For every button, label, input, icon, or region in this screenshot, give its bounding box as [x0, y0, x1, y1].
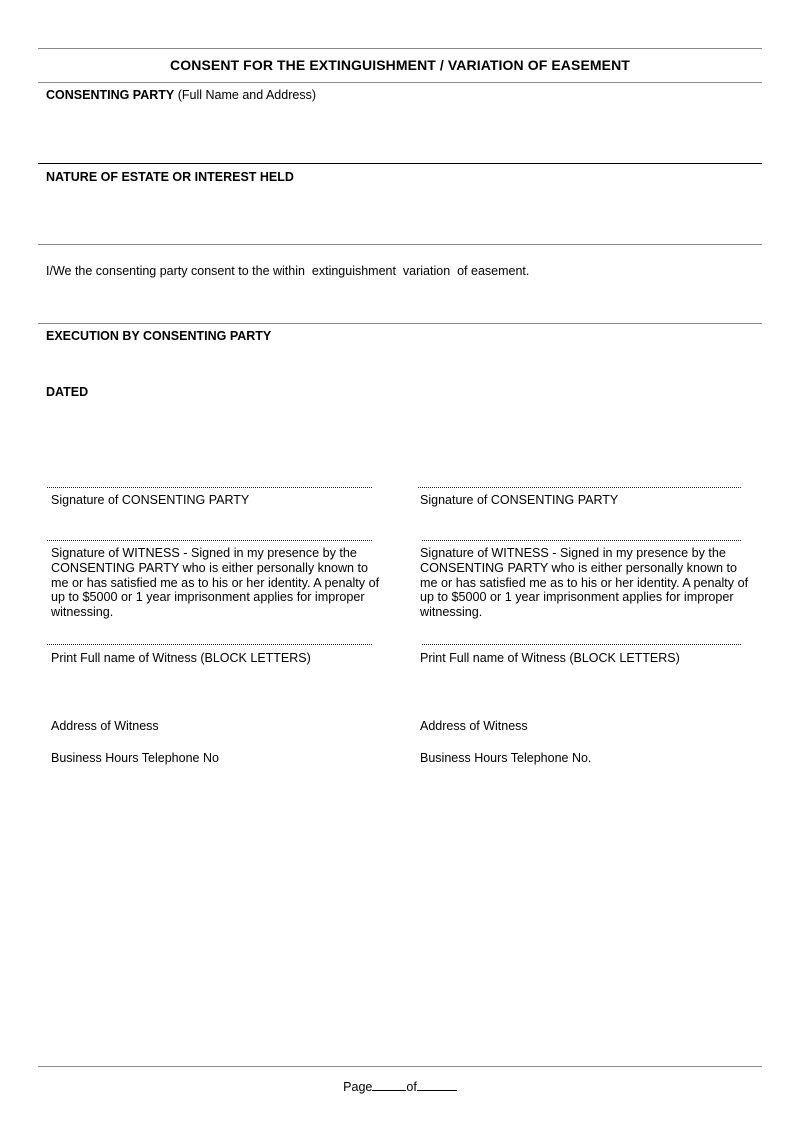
- consenting-party-signature-line[interactable]: [418, 487, 741, 488]
- witness-name-label: Print Full name of Witness (BLOCK LETTERS): [51, 651, 311, 665]
- witness-name-line[interactable]: [47, 644, 372, 645]
- of-label: of: [406, 1080, 417, 1094]
- witness-address-label: Address of Witness: [51, 719, 159, 733]
- witness-name-line[interactable]: [422, 644, 741, 645]
- consenting-party-signature-label: Signature of CONSENTING PARTY: [51, 493, 250, 507]
- top-rule: [38, 48, 762, 49]
- consent-rule: [38, 323, 762, 324]
- page-label: Page: [343, 1080, 373, 1094]
- witness-phone-label: Business Hours Telephone No.: [420, 751, 592, 765]
- page-number-footer: [0, 1080, 800, 1094]
- consenting-party-label: CONSENTING PARTY: [46, 88, 175, 102]
- witness-address-label: Address of Witness: [420, 719, 528, 733]
- consenting-party-rule: [38, 163, 762, 164]
- title-rule: [38, 82, 762, 83]
- consent-statement: I/We the consenting party consent to the within extinguishment variation of easement.: [46, 264, 530, 278]
- page-number-blank[interactable]: [372, 1090, 406, 1091]
- witness-signature-text: Signature of WITNESS - Signed in my presence by the CONSENTING PARTY who is either personally known to me or has satisfied me as to his or her identity. A penalty of up to $5000 or 1 year imprisonment applies for improper witnessing.: [51, 546, 380, 620]
- nature-of-estate-field[interactable]: [46, 190, 746, 240]
- witness-signature-text: Signature of WITNESS - Signed in my presence by the CONSENTING PARTY who is either personally known to me or has satisfied me as to his or her identity. A penalty of up to $5000 or 1 year imprisonment applies for improper witnessing.: [420, 546, 749, 620]
- witness-name-label: Print Full name of Witness (BLOCK LETTERS): [420, 651, 680, 665]
- consenting-party-heading: [46, 88, 316, 102]
- dated-field[interactable]: [100, 380, 400, 404]
- page-total-blank[interactable]: [417, 1090, 457, 1091]
- form-title: CONSENT FOR THE EXTINGUISHMENT / VARIATION OF EASEMENT: [170, 57, 630, 73]
- consenting-party-signature-line[interactable]: [47, 487, 372, 488]
- witness-signature-line[interactable]: [422, 540, 741, 541]
- witness-phone-label: Business Hours Telephone No: [51, 751, 219, 765]
- footer-rule: [38, 1066, 762, 1067]
- nature-of-estate-label: NATURE OF ESTATE OR INTEREST HELD: [46, 170, 294, 184]
- consenting-party-hint: (Full Name and Address): [177, 88, 316, 102]
- witness-signature-line[interactable]: [47, 540, 372, 541]
- dated-label: DATED: [46, 385, 89, 399]
- consenting-party-field[interactable]: [46, 108, 746, 158]
- nature-rule: [38, 244, 762, 245]
- consenting-party-signature-label: Signature of CONSENTING PARTY: [420, 493, 619, 507]
- execution-label: EXECUTION BY CONSENTING PARTY: [46, 329, 272, 343]
